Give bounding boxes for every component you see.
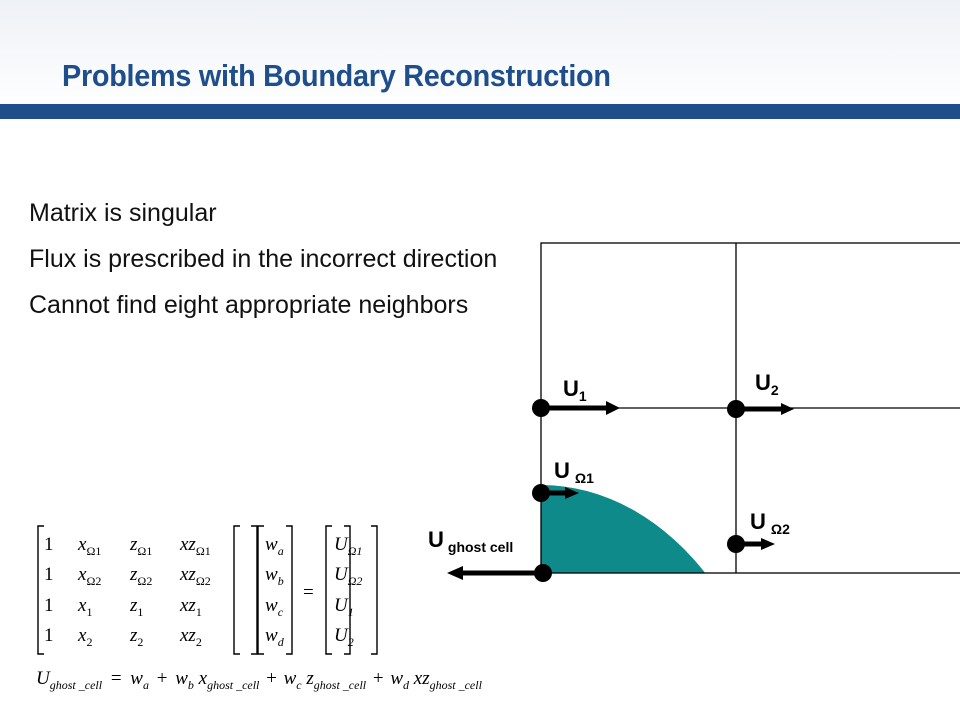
matrix-right-bracket bbox=[251, 526, 257, 654]
u-omega2-point bbox=[727, 535, 745, 553]
u2-label: $U_2$ bbox=[755, 370, 779, 398]
u-ghost-label: U $_{ghost cell}$ bbox=[428, 527, 514, 555]
equals-sign: = bbox=[303, 582, 314, 603]
rhs-entry: $U_1$ bbox=[334, 595, 354, 619]
u-omega2-arrowhead bbox=[761, 538, 775, 550]
u1-point bbox=[532, 399, 550, 417]
u1-label: $U_1$ bbox=[563, 376, 587, 404]
ghost-cell-equation: $U_{ghost \_cell}$ = $w_a$ + $w_b$ $x_{ghost \_cell}$ + $w_c$ $z_{ghost \_cell}$ + $w_d$ $xz_{ghost \_cell}$ bbox=[36, 668, 482, 692]
rhs-entry: $U_{\Omega 2}$ bbox=[334, 564, 363, 588]
rhs-right-bracket bbox=[371, 526, 377, 654]
rhs-entry: $U_2$ bbox=[334, 625, 354, 649]
u2-point bbox=[727, 400, 745, 418]
page-title: Problems with Boundary Reconstruction bbox=[62, 58, 611, 93]
u-omega1-label: U $_{\Omega 1}$ bbox=[554, 458, 594, 486]
matrix-row: 1 $x_{\Omega 1}$ $z_{\Omega 1}$ $xz_{\Omega 1}$ bbox=[44, 534, 211, 558]
u-omega2-label: U $_{\Omega 2}$ bbox=[750, 509, 790, 537]
weight-entry: $w_d$ bbox=[265, 625, 284, 649]
weight-left-bracket bbox=[234, 526, 240, 654]
rhs-left-bracket bbox=[326, 526, 332, 654]
matrix-row: 1 $x_1$ $z_1$ $xz_1$ bbox=[44, 595, 202, 619]
matrix-row: 1 $x_2$ $z_2$ $xz_2$ bbox=[44, 625, 202, 649]
u1-arrowhead bbox=[606, 401, 620, 415]
matrix-row: 1 $x_{\Omega 2}$ $z_{\Omega 2}$ $xz_{\Omega 2}$ bbox=[44, 564, 211, 588]
weight-right-bracket bbox=[286, 526, 292, 654]
u2-arrowhead bbox=[781, 403, 794, 415]
weight-entry: $w_a$ bbox=[265, 534, 284, 558]
bullet-item: Matrix is singular bbox=[29, 199, 217, 227]
weight-entry: $w_b$ bbox=[265, 564, 284, 588]
weight-left-bracket-inner bbox=[258, 526, 264, 654]
weight-entry: $w_c$ bbox=[265, 595, 284, 619]
u-omega1-point bbox=[532, 484, 550, 502]
u-ghost-point bbox=[534, 564, 552, 582]
equation-block bbox=[28, 520, 528, 696]
bullet-item: Flux is prescribed in the incorrect direction bbox=[29, 245, 498, 273]
rhs-entry: $U_{\Omega 1}$ bbox=[334, 534, 363, 558]
bullet-item: Cannot find eight appropriate neighbors bbox=[29, 291, 469, 319]
